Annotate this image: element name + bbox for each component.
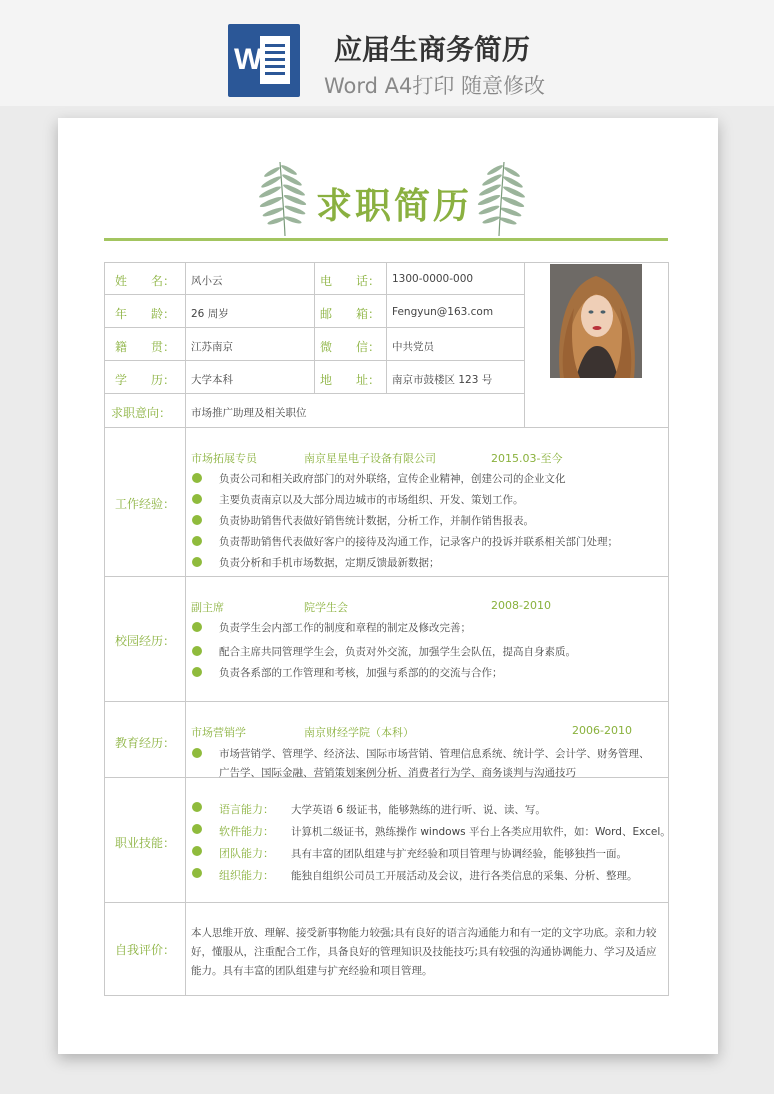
hometown-value: 江苏南京 bbox=[191, 341, 233, 353]
campus-item: 负责各系部的工作管理和考核，加强与系部的的交流与合作； bbox=[219, 667, 503, 679]
bullet-icon bbox=[192, 473, 202, 483]
work-item: 负责协助销售代表做好销售统计数据，分析工作，并制作销售报表。 bbox=[219, 515, 534, 527]
bullet-icon bbox=[192, 868, 202, 878]
word-logo-icon bbox=[228, 24, 300, 97]
edu-label: 教育经历： bbox=[115, 736, 176, 750]
header-title: 应届生商务简历 bbox=[334, 33, 531, 66]
intent-label: 求职意向： bbox=[111, 406, 172, 420]
address-value: 南京市鼓楼区 123 号 bbox=[392, 374, 493, 386]
bullet-icon bbox=[192, 748, 202, 758]
bullet-icon bbox=[192, 536, 202, 546]
self-evaluation-text: 本人思维开放、理解、接受新事物能力较强;具有良好的语言沟通能力和有一定的文字功底。亲和力较好，懂服从，注重配合工作，具备良好的管理知识及技能技巧;具有较强的沟通协调能力、学习及适应能力。具有丰富的团队组建与扩充经验和项目管理。 bbox=[191, 927, 657, 977]
campus-org: 院学生会 bbox=[304, 601, 348, 614]
work-company: 南京星星电子设备有限公司 bbox=[304, 452, 436, 465]
politics-value: 中共党员 bbox=[392, 341, 434, 353]
phone-label: 电 话： bbox=[320, 274, 381, 288]
age-label: 年 龄： bbox=[115, 307, 176, 321]
resume-title: 求职简历 bbox=[316, 185, 473, 227]
edu-major: 市场营销学 bbox=[191, 726, 246, 739]
name-label: 姓 名： bbox=[115, 274, 176, 288]
address-label: 地 址： bbox=[320, 373, 381, 387]
skill-name: 语言能力： bbox=[219, 803, 274, 816]
edu-courses-line2: 广告学、国际金融、营销策划案例分析、消费者行为学、商务谈判与沟通技巧 bbox=[219, 767, 576, 779]
hometown-label: 籍 贯： bbox=[115, 340, 176, 354]
campus-role: 副主席 bbox=[191, 601, 224, 614]
bullet-icon bbox=[192, 515, 202, 525]
education-value: 大学本科 bbox=[191, 374, 233, 386]
phone-value: 1300-0000-000 bbox=[392, 273, 474, 285]
work-item: 负责帮助销售代表做好客户的接待及沟通工作，记录客户的投诉并联系相关部门处理； bbox=[219, 536, 618, 548]
politics-label: 微 信： bbox=[320, 340, 381, 354]
skill-name: 软件能力： bbox=[219, 825, 274, 838]
skills-label: 职业技能： bbox=[115, 836, 176, 850]
page-header bbox=[0, 0, 774, 106]
edu-period: 2006-2010 bbox=[572, 724, 632, 737]
bullet-icon bbox=[192, 824, 202, 834]
work-item: 负责公司和相关政府部门的对外联络，宣传企业精神，创建公司的企业文化 bbox=[219, 473, 566, 485]
edu-school: 南京财经学院（本科） bbox=[304, 726, 414, 739]
bullet-icon bbox=[192, 802, 202, 812]
campus-label: 校园经历： bbox=[115, 634, 176, 648]
campus-item: 配合主席共同管理学生会，负责对外交流，加强学生会队伍，提高自身素质。 bbox=[219, 646, 576, 658]
skill-desc: 计算机二级证书，熟练操作 windows 平台上各类应用软件，如：Word、Excel。 bbox=[291, 826, 671, 838]
section-body-cell bbox=[185, 576, 669, 702]
header-subtitle: Word A4打印 随意修改 bbox=[324, 74, 546, 98]
work-item: 负责分析和手机市场数据，定期反馈最新数据； bbox=[219, 557, 440, 569]
campus-item: 负责学生会内部工作的制度和章程的制定及修改完善； bbox=[219, 622, 471, 634]
email-value: Fengyun@163.com bbox=[392, 306, 494, 318]
word-logo-letter: W bbox=[234, 43, 263, 76]
leaf-right-icon bbox=[476, 158, 526, 238]
leaf-left-icon bbox=[258, 158, 308, 238]
bullet-icon bbox=[192, 557, 202, 567]
resume-page bbox=[58, 118, 718, 1054]
bullet-icon bbox=[192, 846, 202, 856]
bullet-icon bbox=[192, 622, 202, 632]
edu-courses-line1: 市场营销学、管理学、经济法、国际市场营销、管理信息系统、统计学、会计学、财务管理、 bbox=[219, 748, 650, 760]
email-label: 邮 箱： bbox=[320, 307, 381, 321]
campus-period: 2008-2010 bbox=[491, 599, 551, 612]
work-label: 工作经验： bbox=[115, 497, 176, 511]
skill-desc: 具有丰富的团队组建与扩充经验和项目管理与协调经验，能够独挡一面。 bbox=[291, 848, 627, 860]
work-period: 2015.03-至今 bbox=[491, 452, 563, 465]
intent-value: 市场推广助理及相关职位 bbox=[191, 407, 307, 419]
title-divider bbox=[104, 238, 668, 241]
bullet-icon bbox=[192, 667, 202, 677]
work-role: 市场拓展专员 bbox=[191, 452, 257, 465]
section-body-cell bbox=[185, 777, 669, 903]
skill-name: 团队能力： bbox=[219, 847, 274, 860]
skill-desc: 能独自组织公司员工开展活动及会议，进行各类信息的采集、分析、整理。 bbox=[291, 870, 638, 882]
self-label: 自我评价： bbox=[115, 943, 176, 957]
bullet-icon bbox=[192, 494, 202, 504]
bullet-icon bbox=[192, 646, 202, 656]
education-label: 学 历： bbox=[115, 373, 176, 387]
name-value: 风小云 bbox=[191, 275, 223, 287]
profile-photo bbox=[550, 264, 642, 378]
skill-desc: 大学英语 6 级证书，能够熟练的进行听、说、读、写。 bbox=[291, 804, 546, 816]
work-item: 主要负责南京以及大部分周边城市的市场组织、开发、策划工作。 bbox=[219, 494, 524, 506]
age-value: 26 周岁 bbox=[191, 308, 229, 320]
skill-name: 组织能力： bbox=[219, 869, 274, 882]
